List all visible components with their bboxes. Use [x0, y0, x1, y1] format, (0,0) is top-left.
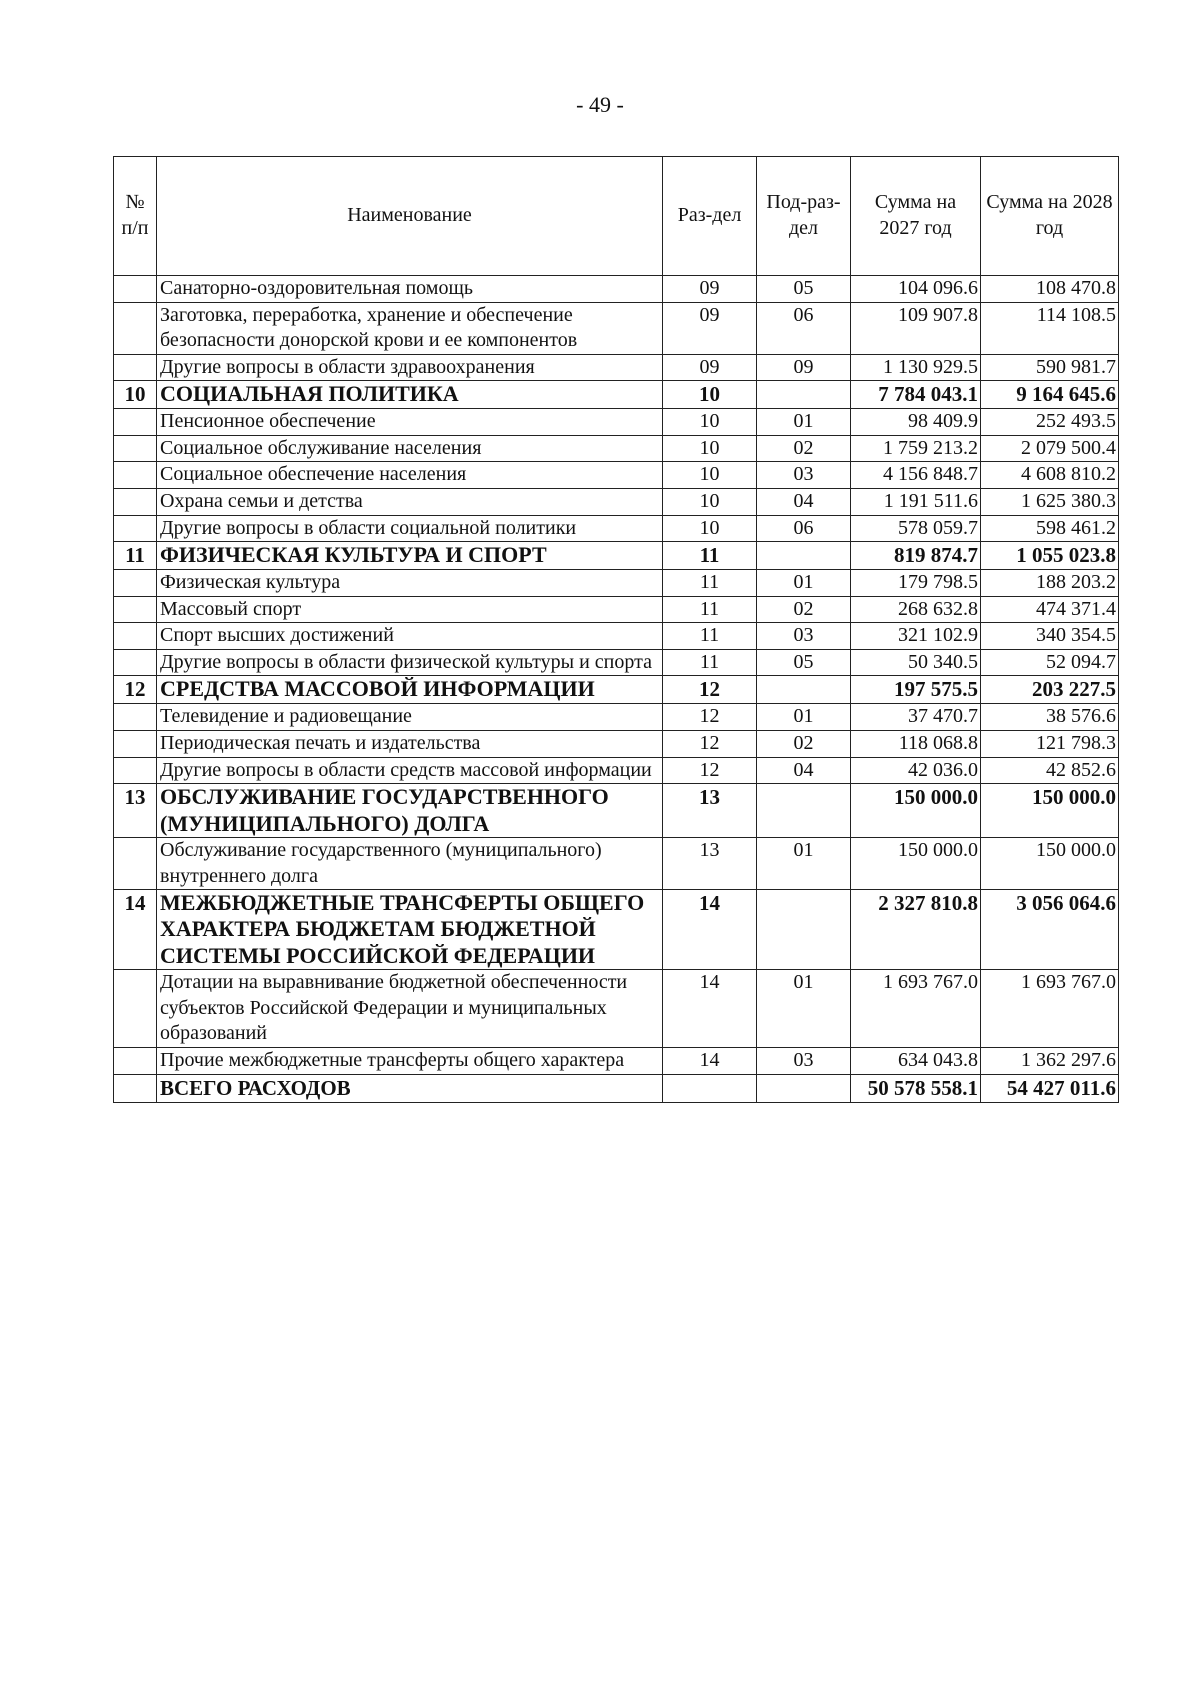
row-podrazdel: 05 — [757, 276, 851, 303]
row-name: Обслуживание государственного (муниципального) внутреннего долга — [157, 837, 663, 889]
header-num: № п/п — [114, 157, 157, 276]
row-sum-2027: 150 000.0 — [851, 784, 981, 838]
header-sum-2028: Сумма на 2028 год — [981, 157, 1119, 276]
row-num — [114, 302, 157, 354]
row-num — [114, 489, 157, 516]
row-name: Пенсионное обеспечение — [157, 409, 663, 436]
row-razdel: 13 — [663, 837, 757, 889]
section-row — [114, 542, 1119, 570]
row-num: 11 — [114, 542, 157, 570]
row-sum-2028: 1 362 297.6 — [981, 1048, 1119, 1075]
row-num: 10 — [114, 381, 157, 409]
row-sum-2028: 121 798.3 — [981, 730, 1119, 757]
row-sum-2027: 118 068.8 — [851, 730, 981, 757]
row-sum-2028: 590 981.7 — [981, 354, 1119, 381]
row-razdel: 11 — [663, 649, 757, 676]
row-podrazdel: 04 — [757, 757, 851, 784]
section-row — [114, 381, 1119, 409]
row-razdel: 12 — [663, 757, 757, 784]
row-podrazdel: 06 — [757, 515, 851, 542]
row-sum-2027: 109 907.8 — [851, 302, 981, 354]
row-num — [114, 970, 157, 1048]
header-razdel: Раз-дел — [663, 157, 757, 276]
row-razdel: 09 — [663, 354, 757, 381]
row-num — [114, 623, 157, 650]
row-sum-2028: 3 056 064.6 — [981, 890, 1119, 970]
row-name: СРЕДСТВА МАССОВОЙ ИНФОРМАЦИИ — [157, 676, 663, 704]
row-podrazdel — [757, 542, 851, 570]
table-row — [114, 704, 1119, 731]
row-sum-2027: 1 759 213.2 — [851, 435, 981, 462]
row-sum-2027: 104 096.6 — [851, 276, 981, 303]
table-row — [114, 409, 1119, 436]
row-num — [114, 276, 157, 303]
row-podrazdel — [757, 381, 851, 409]
row-razdel: 14 — [663, 890, 757, 970]
row-name: ФИЗИЧЕСКАЯ КУЛЬТУРА И СПОРТ — [157, 542, 663, 570]
row-razdel: 13 — [663, 784, 757, 838]
row-podrazdel — [757, 676, 851, 704]
row-sum-2028: 9 164 645.6 — [981, 381, 1119, 409]
table-header — [114, 157, 1119, 276]
row-razdel: 12 — [663, 704, 757, 731]
row-sum-2028: 150 000.0 — [981, 784, 1119, 838]
row-sum-2027: 4 156 848.7 — [851, 462, 981, 489]
row-num: 14 — [114, 890, 157, 970]
row-sum-2027: 7 784 043.1 — [851, 381, 981, 409]
section-row — [114, 676, 1119, 704]
row-name: МЕЖБЮДЖЕТНЫЕ ТРАНСФЕРТЫ ОБЩЕГО ХАРАКТЕРА БЮДЖЕТАМ БЮДЖЕТНОЙ СИСТЕМЫ РОССИЙСКОЙ ФЕДЕРАЦИИ — [157, 890, 663, 970]
row-sum-2027: 150 000.0 — [851, 837, 981, 889]
row-name: СОЦИАЛЬНАЯ ПОЛИТИКА — [157, 381, 663, 409]
row-sum-2027: 268 632.8 — [851, 596, 981, 623]
table-row — [114, 302, 1119, 354]
row-name: Массовый спорт — [157, 596, 663, 623]
row-sum-2027: 1 693 767.0 — [851, 970, 981, 1048]
row-sum-2027: 2 327 810.8 — [851, 890, 981, 970]
row-razdel: 14 — [663, 1048, 757, 1075]
row-num — [114, 596, 157, 623]
row-sum-2028: 1 625 380.3 — [981, 489, 1119, 516]
row-sum-2027: 578 059.7 — [851, 515, 981, 542]
row-podrazdel: 03 — [757, 1048, 851, 1075]
row-sum-2028: 252 493.5 — [981, 409, 1119, 436]
row-sum-2027: 1 191 511.6 — [851, 489, 981, 516]
row-sum-2028: 4 608 810.2 — [981, 462, 1119, 489]
table-row — [114, 1048, 1119, 1075]
table-row — [114, 489, 1119, 516]
row-num: 13 — [114, 784, 157, 838]
row-podrazdel: 05 — [757, 649, 851, 676]
total-sum-2027: 50 578 558.1 — [851, 1074, 981, 1102]
row-name: Спорт высших достижений — [157, 623, 663, 650]
table-row — [114, 354, 1119, 381]
row-sum-2028: 2 079 500.4 — [981, 435, 1119, 462]
total-num — [114, 1074, 157, 1102]
table-row — [114, 623, 1119, 650]
row-podrazdel: 01 — [757, 837, 851, 889]
row-razdel: 11 — [663, 596, 757, 623]
row-sum-2028: 150 000.0 — [981, 837, 1119, 889]
row-name: Заготовка, переработка, хранение и обеспечение безопасности донорской крови и ее компонентов — [157, 302, 663, 354]
row-razdel: 11 — [663, 623, 757, 650]
table-row — [114, 730, 1119, 757]
row-sum-2027: 98 409.9 — [851, 409, 981, 436]
row-num — [114, 515, 157, 542]
row-num — [114, 570, 157, 597]
row-podrazdel — [757, 784, 851, 838]
row-podrazdel: 02 — [757, 730, 851, 757]
row-num — [114, 1048, 157, 1075]
row-podrazdel: 02 — [757, 596, 851, 623]
table-row — [114, 596, 1119, 623]
header-podrazdel: Под-раз-дел — [757, 157, 851, 276]
row-razdel: 10 — [663, 435, 757, 462]
row-razdel: 11 — [663, 542, 757, 570]
row-sum-2028: 474 371.4 — [981, 596, 1119, 623]
row-sum-2027: 179 798.5 — [851, 570, 981, 597]
row-sum-2027: 50 340.5 — [851, 649, 981, 676]
total-podrazdel — [757, 1074, 851, 1102]
row-sum-2027: 634 043.8 — [851, 1048, 981, 1075]
row-num — [114, 730, 157, 757]
row-name: Социальное обслуживание населения — [157, 435, 663, 462]
row-podrazdel: 01 — [757, 970, 851, 1048]
section-row — [114, 890, 1119, 970]
row-razdel: 10 — [663, 489, 757, 516]
row-name: Социальное обеспечение населения — [157, 462, 663, 489]
row-name: Санаторно-оздоровительная помощь — [157, 276, 663, 303]
row-sum-2028: 52 094.7 — [981, 649, 1119, 676]
table-row — [114, 570, 1119, 597]
table-row — [114, 515, 1119, 542]
row-name: Другие вопросы в области здравоохранения — [157, 354, 663, 381]
row-sum-2028: 1 693 767.0 — [981, 970, 1119, 1048]
row-razdel: 10 — [663, 409, 757, 436]
row-num — [114, 435, 157, 462]
total-label: ВСЕГО РАСХОДОВ — [157, 1074, 663, 1102]
row-name: Охрана семьи и детства — [157, 489, 663, 516]
table-row — [114, 970, 1119, 1048]
row-razdel: 09 — [663, 302, 757, 354]
table-row — [114, 276, 1119, 303]
table-row — [114, 462, 1119, 489]
row-sum-2027: 42 036.0 — [851, 757, 981, 784]
row-sum-2028: 203 227.5 — [981, 676, 1119, 704]
row-podrazdel: 04 — [757, 489, 851, 516]
row-podrazdel: 01 — [757, 409, 851, 436]
row-name: Периодическая печать и издательства — [157, 730, 663, 757]
row-name: Другие вопросы в области средств массовой информации — [157, 757, 663, 784]
row-sum-2027: 197 575.5 — [851, 676, 981, 704]
row-name: Прочие межбюджетные трансферты общего характера — [157, 1048, 663, 1075]
table-body — [114, 276, 1119, 1075]
header-sum-2027: Сумма на 2027 год — [851, 157, 981, 276]
row-num — [114, 409, 157, 436]
table-row — [114, 435, 1119, 462]
row-sum-2028: 188 203.2 — [981, 570, 1119, 597]
table-row — [114, 649, 1119, 676]
row-podrazdel — [757, 890, 851, 970]
row-razdel: 11 — [663, 570, 757, 597]
row-podrazdel: 03 — [757, 462, 851, 489]
row-name: ОБСЛУЖИВАНИЕ ГОСУДАРСТВЕННОГО (МУНИЦИПАЛЬНОГО) ДОЛГА — [157, 784, 663, 838]
row-razdel: 10 — [663, 381, 757, 409]
row-razdel: 12 — [663, 676, 757, 704]
section-row — [114, 784, 1119, 838]
row-sum-2027: 1 130 929.5 — [851, 354, 981, 381]
row-sum-2027: 321 102.9 — [851, 623, 981, 650]
row-sum-2028: 598 461.2 — [981, 515, 1119, 542]
row-razdel: 14 — [663, 970, 757, 1048]
row-sum-2028: 1 055 023.8 — [981, 542, 1119, 570]
row-podrazdel: 02 — [757, 435, 851, 462]
row-name: Телевидение и радиовещание — [157, 704, 663, 731]
row-razdel: 09 — [663, 276, 757, 303]
row-name: Дотации на выравнивание бюджетной обеспеченности субъектов Российской Федерации и муниципальных образований — [157, 970, 663, 1048]
row-sum-2028: 108 470.8 — [981, 276, 1119, 303]
row-num — [114, 354, 157, 381]
row-podrazdel: 06 — [757, 302, 851, 354]
total-razdel — [663, 1074, 757, 1102]
row-sum-2028: 114 108.5 — [981, 302, 1119, 354]
row-num — [114, 462, 157, 489]
row-sum-2028: 340 354.5 — [981, 623, 1119, 650]
row-razdel: 10 — [663, 515, 757, 542]
table-row — [114, 837, 1119, 889]
row-num: 12 — [114, 676, 157, 704]
row-podrazdel: 09 — [757, 354, 851, 381]
row-name: Другие вопросы в области физической культуры и спорта — [157, 649, 663, 676]
row-num — [114, 704, 157, 731]
total-row — [114, 1074, 1119, 1102]
row-podrazdel: 03 — [757, 623, 851, 650]
total-sum-2028: 54 427 011.6 — [981, 1074, 1119, 1102]
table-row — [114, 757, 1119, 784]
row-sum-2027: 819 874.7 — [851, 542, 981, 570]
page-number: - 49 - — [576, 92, 624, 117]
budget-table — [113, 156, 1119, 1103]
row-razdel: 12 — [663, 730, 757, 757]
row-podrazdel: 01 — [757, 704, 851, 731]
row-num — [114, 837, 157, 889]
header-name: Наименование — [157, 157, 663, 276]
row-razdel: 10 — [663, 462, 757, 489]
row-name: Другие вопросы в области социальной политики — [157, 515, 663, 542]
row-podrazdel: 01 — [757, 570, 851, 597]
row-sum-2027: 37 470.7 — [851, 704, 981, 731]
row-num — [114, 649, 157, 676]
row-sum-2028: 42 852.6 — [981, 757, 1119, 784]
row-sum-2028: 38 576.6 — [981, 704, 1119, 731]
row-num — [114, 757, 157, 784]
row-name: Физическая культура — [157, 570, 663, 597]
